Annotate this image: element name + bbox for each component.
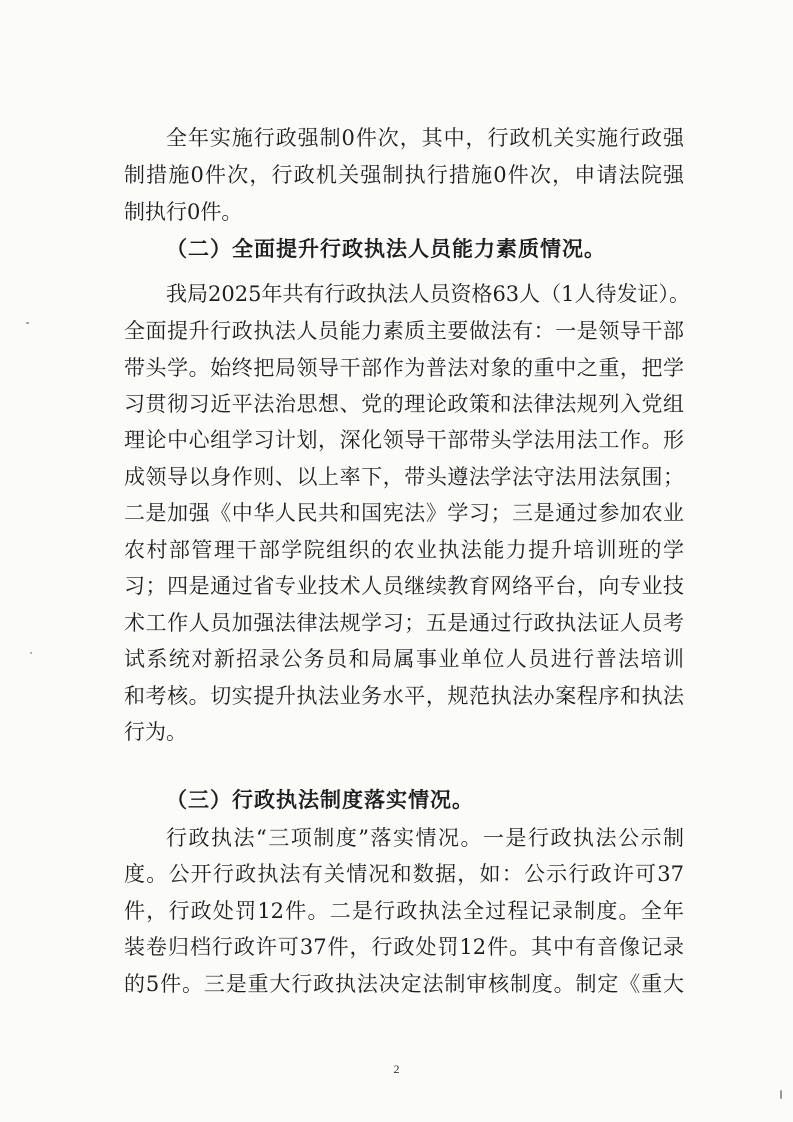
text-line: 习；四是通过省专业技术人员继续教育网络平台，向专业技 — [124, 574, 684, 598]
scan-speck — [26, 322, 29, 324]
text-line: 度。公开行政执法有关情况和数据，如：公示行政许可37 — [124, 862, 684, 886]
text-line: 成领导以身作则、以上率下，带头遵法学法守法用法氛围； — [124, 465, 684, 489]
text-line: 全面提升行政执法人员能力素质主要做法有：一是领导干部 — [124, 319, 684, 343]
text-line: 件，行政处罚12件。二是行政执法全过程记录制度。全年 — [124, 899, 684, 923]
text-line: 习贯彻习近平法治思想、党的理论政策和法律法规列入党组 — [124, 392, 684, 416]
text-line: 我局2025年共有行政执法人员资格63人（1人待发证）。 — [166, 282, 691, 306]
text-line: 全年实施行政强制0件次，其中，行政机关实施行政强 — [166, 126, 684, 150]
text-line: 试系统对新招录公务员和局属事业单位人员进行普法培训 — [124, 647, 684, 671]
text-line: 二是加强《中华人民共和国宪法》学习；三是通过参加农业 — [124, 501, 684, 525]
text-line: 术工作人员加强法律法规学习；五是通过行政执法证人员考 — [124, 611, 684, 635]
text-line: 行为。 — [124, 720, 187, 744]
scan-speck — [780, 1090, 782, 1099]
page-number: 2 — [393, 1062, 400, 1076]
text-line: 制执行0件。 — [124, 200, 243, 224]
text-line: 带头学。始终把局领导干部作为普法对象的重中之重，把学 — [124, 356, 684, 380]
section-heading: （三）行政执法制度落实情况。 — [166, 787, 474, 812]
text-line: 理论中心组学习计划，深化领导干部带头学法用法工作。形 — [124, 428, 684, 452]
text-line: 装卷归档行政许可37件，行政处罚12件。其中有音像记录 — [124, 935, 684, 959]
text-line: 行政执法“三项制度”落实情况。一是行政执法公示制 — [166, 826, 684, 850]
section-heading: （二）全面提升行政执法人员能力素质情况。 — [166, 236, 606, 261]
text-line: 的5件。三是重大行政执法决定法制审核制度。制定《重大 — [124, 972, 684, 996]
text-line: 农村部管理干部学院组织的农业执法能力提升培训班的学 — [124, 538, 684, 562]
scan-speck — [30, 652, 32, 654]
text-line: 制措施0件次，行政机关强制执行措施0件次，申请法院强 — [124, 163, 684, 187]
text-line: 和考核。切实提升执法业务水平，规范执法办案程序和执法 — [124, 684, 684, 708]
